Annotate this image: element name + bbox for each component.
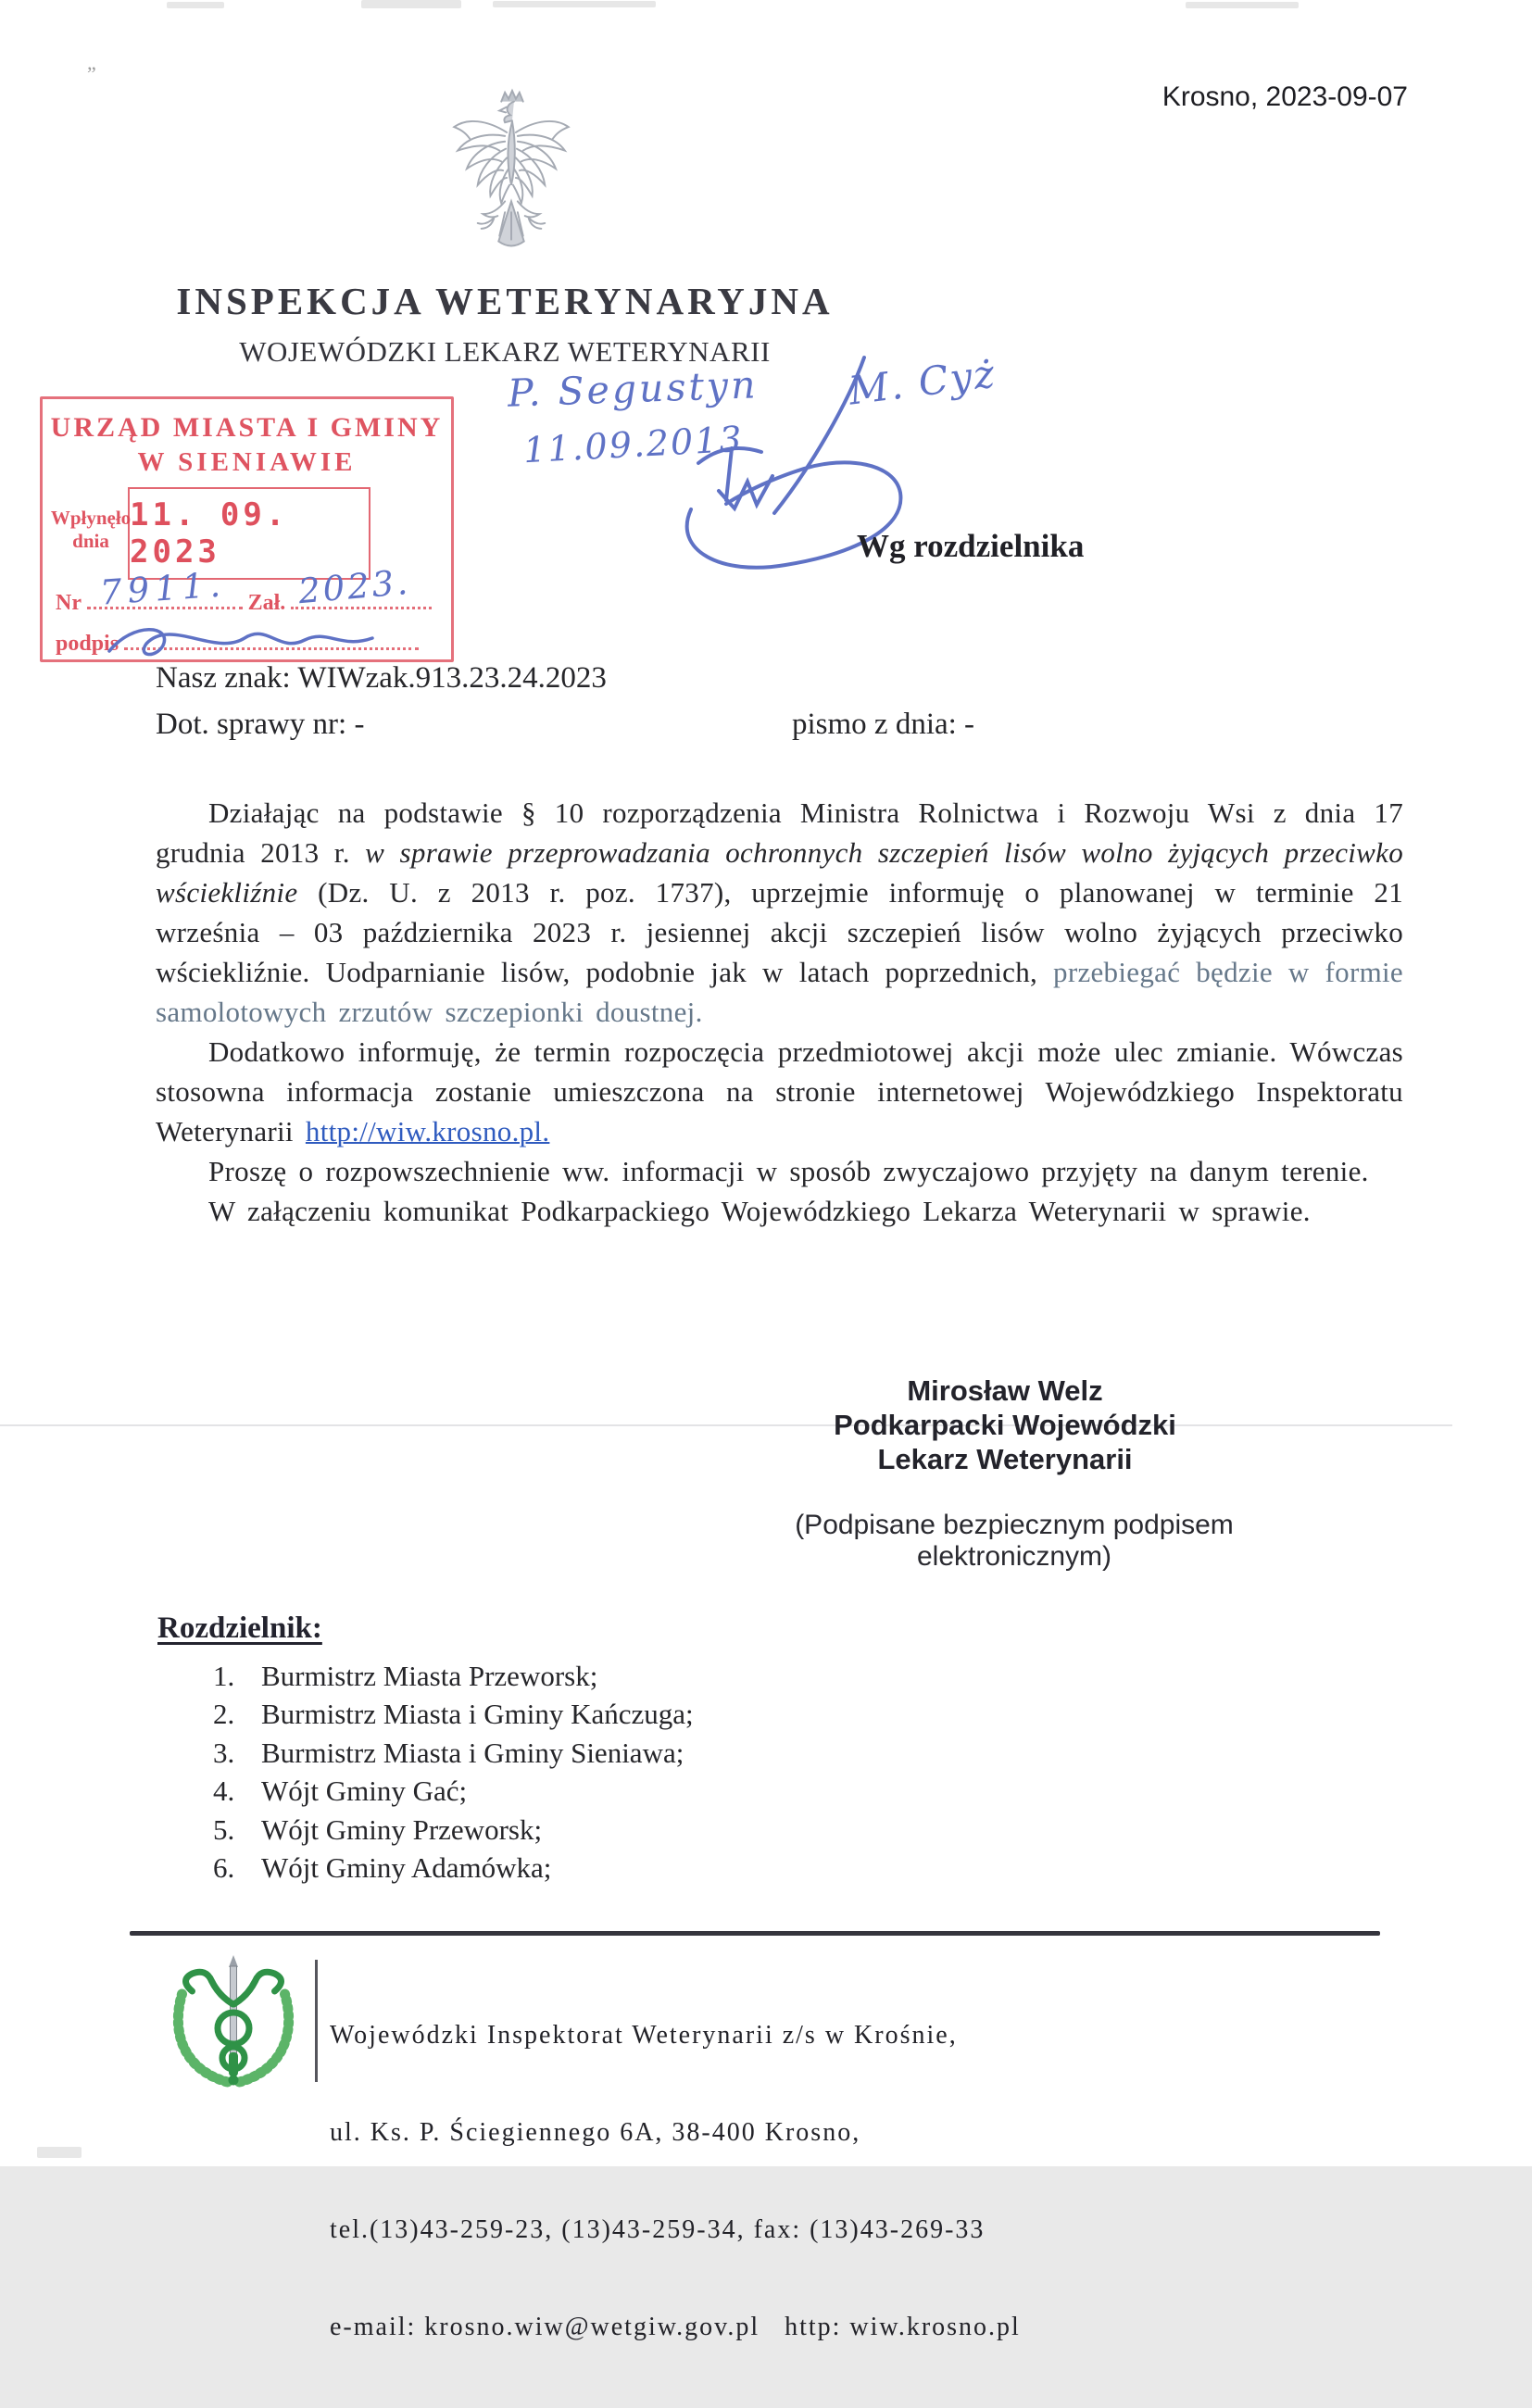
scan-artifact	[167, 2, 224, 8]
footer-separator	[315, 1960, 318, 2082]
letter-date-reference: pismo z dnia: -	[792, 708, 975, 741]
paragraph-3: Proszę o rozpowszechnienie ww. informacji w sposób zwyczajowo przyjęty na danym terenie.	[208, 1155, 1369, 1187]
stamp-date-box	[128, 487, 370, 580]
handwritten-name: P. Segustyn	[507, 362, 760, 416]
faded-scan-text: przebiegać będzie w formie samolotowych zrzutów szczepionki doustnej.	[156, 956, 1403, 1028]
place-and-date: Krosno, 2023-09-07	[1162, 82, 1408, 112]
scan-artifact: „	[87, 51, 96, 74]
electronic-signature-note: (Podpisane bezpiecznym podpisem elektronicznym)	[795, 1510, 1234, 1572]
list-item: 3. Burmistrz Miasta i Gminy Sieniawa;	[213, 1736, 684, 1769]
signer-name: Mirosław Welz	[907, 1374, 1103, 1407]
legal-act-title: w sprawie przeprowadzania ochronnych szczepień lisów wolno żyjących przeciwko wściekliźnie	[156, 836, 1403, 909]
list-item: 4. Wójt Gminy Gać;	[213, 1775, 468, 1808]
scan-artifact	[37, 2147, 82, 2158]
handwritten-signature-scribble	[106, 614, 383, 666]
our-reference: Nasz znak: WIWzak.913.23.24.2023	[156, 661, 607, 695]
distribution-note: Wg rozdzielnika	[857, 528, 1085, 564]
scan-artifact	[361, 0, 461, 8]
stamp-received-label: Wpłynęło dnia	[50, 507, 132, 552]
footer-email-line: e-mail: krosno.wiw@wetgiw.gov.pl http: wiw.krosno.pl	[330, 2313, 1021, 2341]
stamp-received-date: 11. 09. 2023	[130, 496, 289, 571]
distribution-heading: Rozdzielnik:	[157, 1612, 322, 1645]
stamp-podpis-row: podpis	[56, 629, 419, 657]
stamp-office-city: W SIENIAWIE	[137, 447, 357, 477]
handwritten-date: 11.09.2013	[522, 418, 745, 471]
org-title: INSPEKCJA WETERYNARYJNA	[176, 280, 834, 322]
footer-divider	[130, 1931, 1380, 1936]
footer-contact-block	[330, 1954, 1021, 2408]
list-item: 1. Burmistrz Miasta Przeworsk;	[213, 1660, 598, 1692]
footer-org-line: Wojewódzki Inspektorat Weterynarii z/s w Krośnie,	[330, 2021, 958, 2050]
footer-address-line: ul. Ks. P. Ściegiennego 6A, 38-400 Krosno,	[330, 2118, 861, 2147]
received-stamp	[40, 396, 454, 662]
distribution-list	[213, 1660, 694, 1889]
org-subtitle: WOJEWÓDZKI LEKARZ WETERYNARII	[239, 335, 771, 368]
footer-phone-line: tel.(13)43-259-23, (13)43-259-34, fax: (13)43-269-33	[330, 2215, 986, 2244]
veterinary-caduceus-wreath-icon	[156, 1952, 311, 2089]
handwritten-initials: M. Cyż	[846, 350, 999, 414]
scan-artifact	[493, 1, 656, 7]
scan-artifact	[1186, 2, 1299, 8]
paragraph-4: W załączeniu komunikat Podkarpackiego Wojewódzkiego Lekarza Weterynarii w sprawie.	[208, 1195, 1311, 1227]
polish-eagle-emblem-icon	[443, 85, 580, 267]
list-item: 6. Wójt Gminy Adamówka;	[213, 1850, 552, 1884]
paragraph-1: Działając na podstawie § 10 rozporządzenia Ministra Rolnictwa i Rozwoju Wsi z dnia 17 grudnia 2013 r. w sprawie przeprowadzania ochronnych szczepień lisów wolno żyjących przeciwko wściekliźnie (Dz. U. z 2013 r. poz. 1737), uprzejmie informuję o planowanej w terminie 21 września – 03 października 2023 r. jesiennej akcji szczepień lisów wolno żyjących przeciwko wściekliźnie. Uodparnianie lisów, podobnie jak w latach poprzednich, przebiegać będzie w formie samolotowych zrzutów szczepionki doustnej.	[156, 796, 1403, 1028]
signer-title-line2: Lekarz Weterynarii	[877, 1443, 1133, 1475]
paragraph-2: Dodatkowo informuję, że termin rozpoczęcia przedmiotowej akcji może ulec zmianie. Wówczas stosowna informacja zostanie umieszczona na stronie internetowej Wojewódzkiego Inspektoratu Weterynarii http://wiw.krosno.pl.	[156, 1035, 1403, 1148]
stamp-office-name: URZĄD MIASTA I GMINY	[50, 412, 444, 443]
list-item: 2. Burmistrz Miasta i Gminy Kańczuga;	[213, 1698, 694, 1731]
handwritten-nr-value: 7911.	[98, 564, 228, 613]
handwritten-zal-value: 2023.	[296, 561, 412, 612]
list-item: 5. Wójt Gminy Przeworsk;	[213, 1812, 543, 1846]
signature-block	[681, 1373, 1329, 1476]
signer-title-line1: Podkarpacki Wojewódzki	[834, 1409, 1176, 1441]
letter-body	[156, 793, 1403, 1231]
wiw-krosno-link[interactable]: http://wiw.krosno.pl.	[305, 1115, 550, 1148]
case-reference: Dot. sprawy nr: -	[156, 708, 365, 741]
stamp-nr-row: Nr Zał.	[56, 588, 432, 616]
